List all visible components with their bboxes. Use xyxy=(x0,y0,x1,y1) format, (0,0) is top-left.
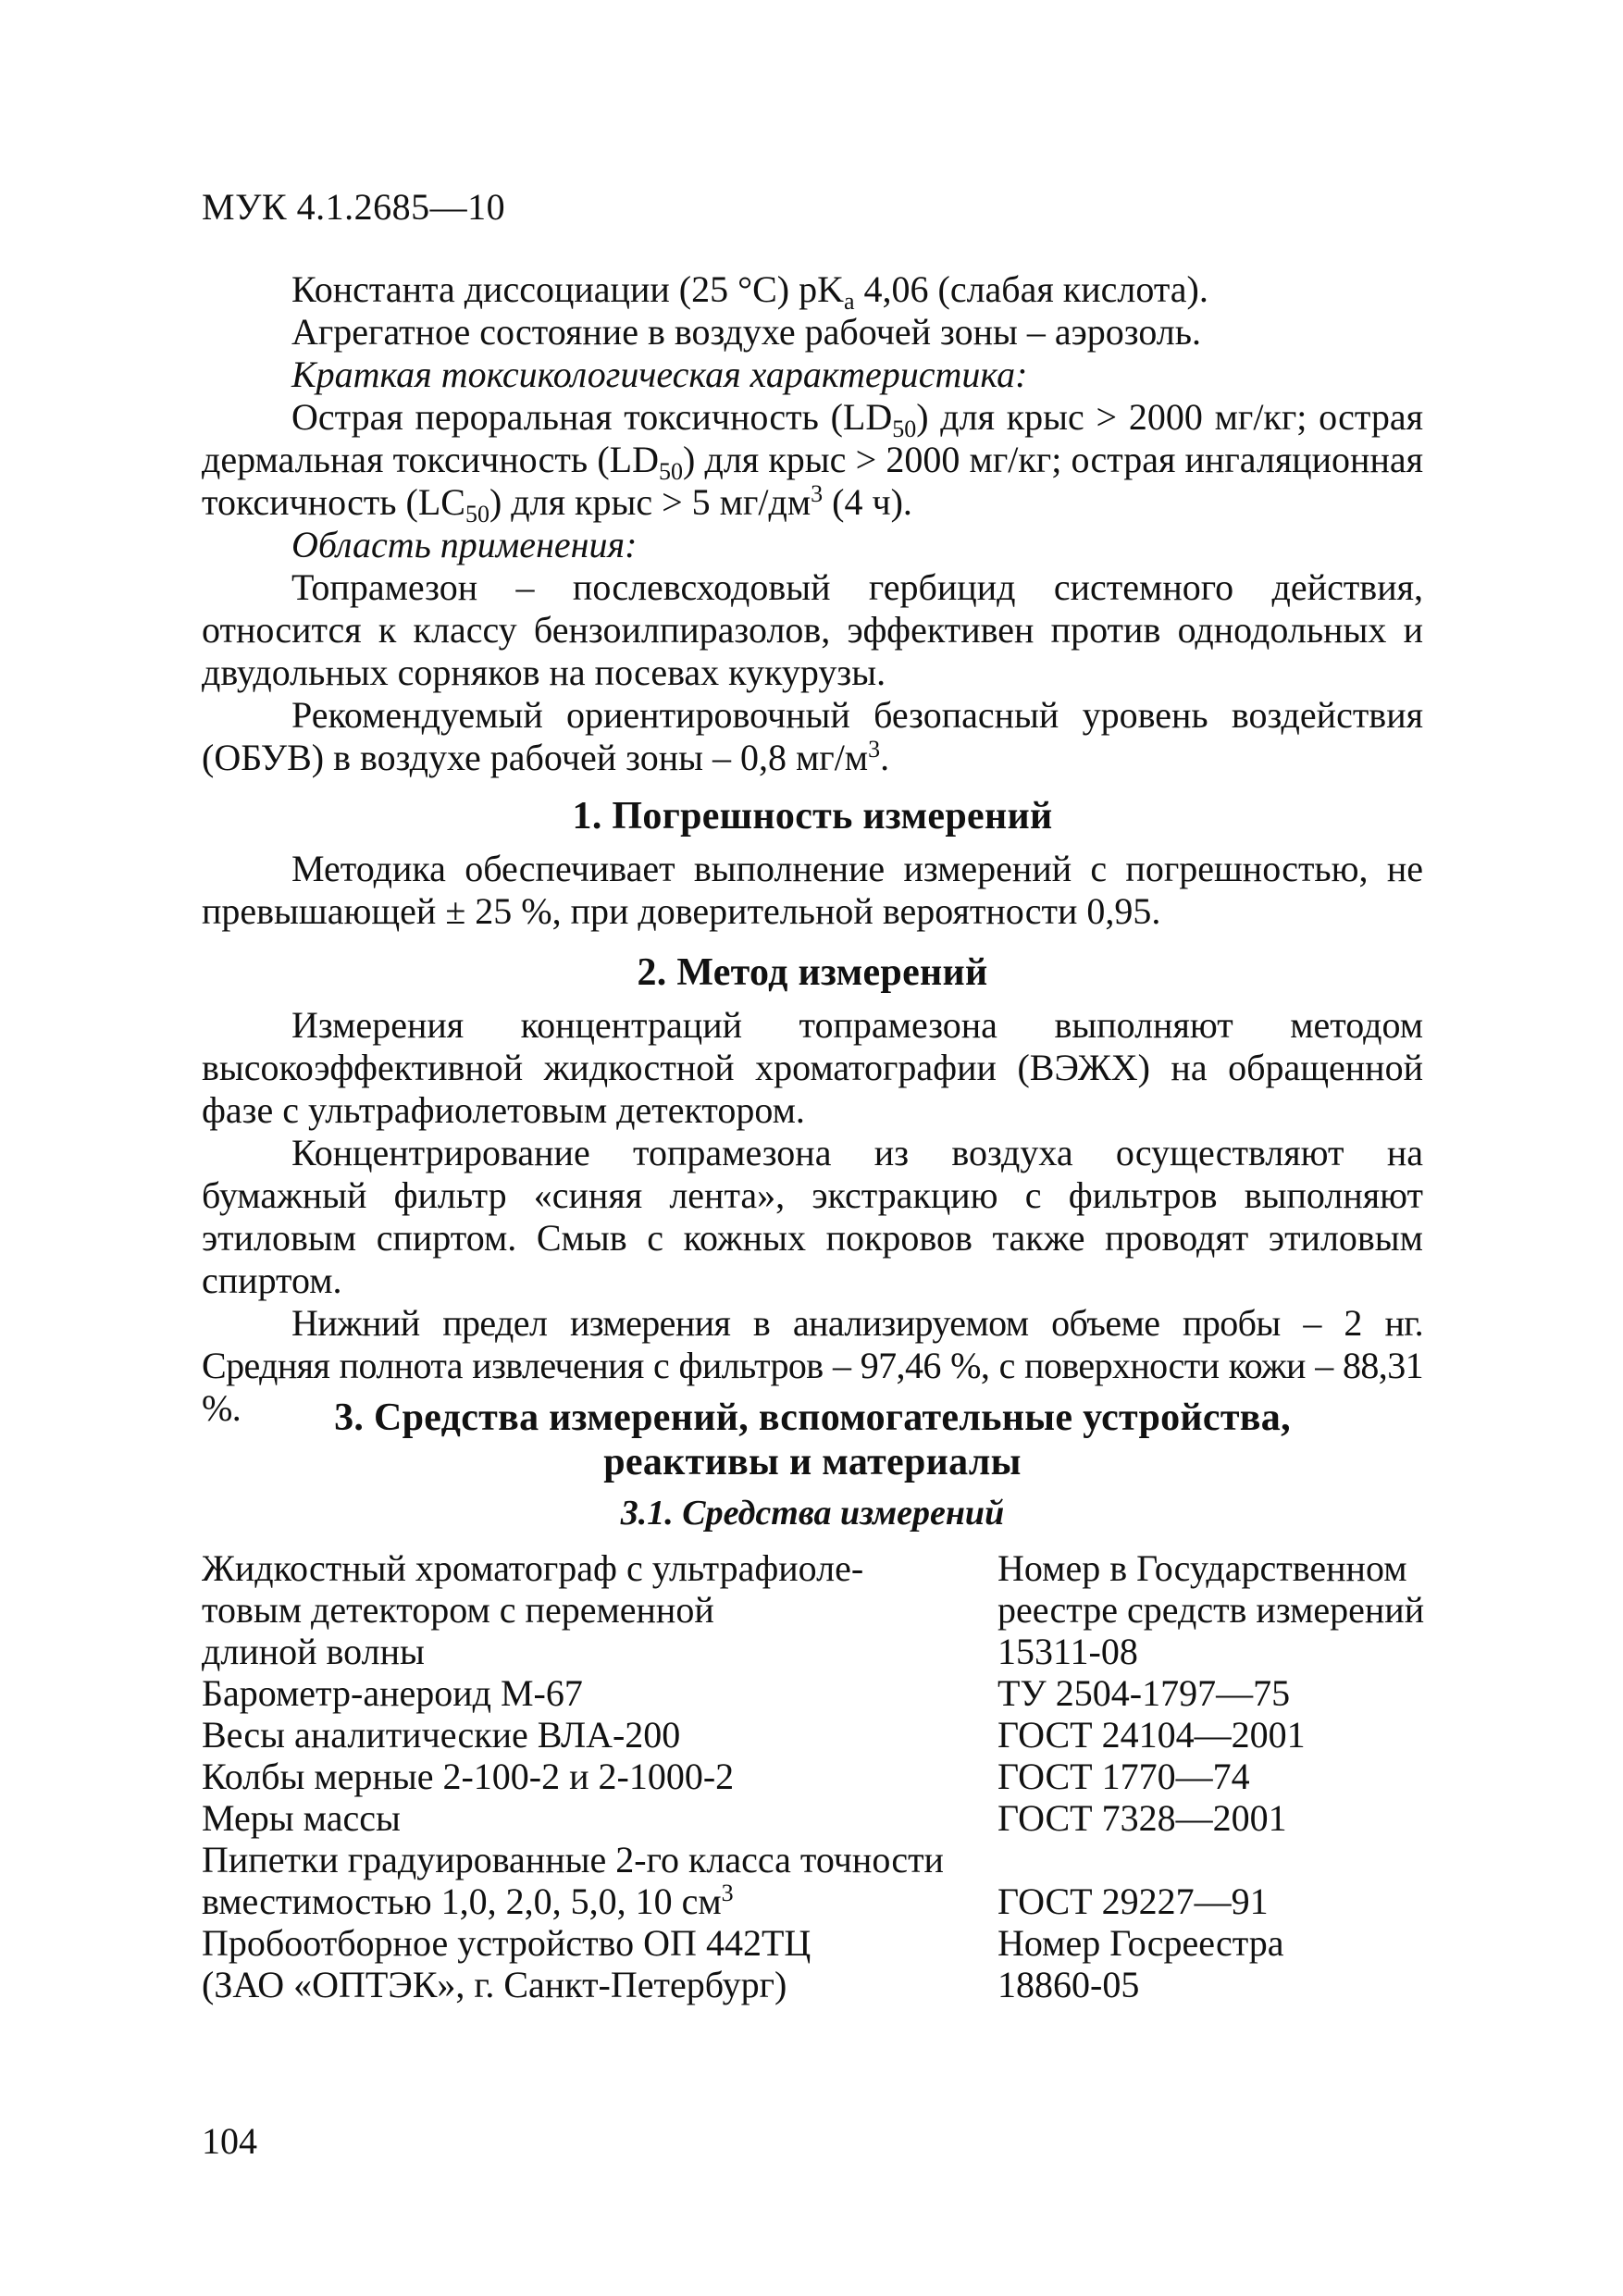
table-row xyxy=(202,1672,1460,1714)
instrument-standard-cell: ГОСТ 24104—2001 xyxy=(997,1714,1306,1756)
tox-heading: Краткая токсикологическая характеристика: xyxy=(291,354,1028,395)
section-2-p3: Нижний предел измерения в анализируемом объеме пробы – 2 нг. Средняя полнота извлечения с фильтров – 97,46 %, с поверхности кожи – 88,31 %. xyxy=(202,1302,1423,1429)
table-row xyxy=(202,1797,1460,1839)
instrument-name-cell xyxy=(202,1797,997,1839)
instrument-name: Жидкостный хроматограф с ультрафиоле- xyxy=(202,1547,864,1589)
instrument-standard-cell: Номер Госреестра xyxy=(997,1922,1284,1964)
instrument-name-cell xyxy=(202,1756,997,1797)
table-row xyxy=(202,1756,1460,1797)
instruments-table xyxy=(202,1547,1460,2005)
obuv-superscript: 3 xyxy=(868,736,881,763)
tox-text-5: (4 ч). xyxy=(823,481,912,523)
instrument-name: товым детектором с переменной xyxy=(202,1589,714,1631)
instrument-standard-cell: реестре средств измерений xyxy=(997,1589,1425,1631)
scope-paragraph: Топрамезон – послевсходовый гербицид системного действия, относится к классу бензоилпиразолов, эффективен против однодольных и двудольных сорняков на посевах кукурузы. xyxy=(202,566,1423,693)
instrument-name-cell xyxy=(202,1964,997,2005)
instrument-name-cell xyxy=(202,1922,997,1964)
instrument-name: Весы аналитические ВЛА-200 xyxy=(202,1714,681,1756)
instrument-name: Меры массы xyxy=(202,1797,401,1839)
instrument-name-cell xyxy=(202,1880,997,1922)
table-row xyxy=(202,1547,1460,1589)
instrument-name: Барометр-анероид М-67 xyxy=(202,1672,583,1714)
page-number: 104 xyxy=(202,2120,257,2162)
instrument-standard-cell: ГОСТ 1770—74 xyxy=(997,1756,1250,1797)
tox-text-1: Острая пероральная токсичность (LD xyxy=(291,396,893,438)
dissociation-value: 4,06 (слабая кислота). xyxy=(854,268,1208,310)
pka-subscript: a xyxy=(843,288,855,315)
instrument-name: (ЗАО «ОПТЭК», г. Санкт-Петербург) xyxy=(202,1964,787,2005)
section-1 xyxy=(202,794,1423,933)
obuv-text: Рекомендуемый ориентировочный безопасный уровень воздействия (ОБУВ) в воздухе рабочей зоны – 0,8 мг/м xyxy=(202,694,1423,778)
tox-subscript-3: 50 xyxy=(465,501,489,527)
instrument-name: Колбы мерные 2-100-2 и 2-1000-2 xyxy=(202,1756,735,1797)
instrument-name: Пипетки градуированные 2-го класса точности xyxy=(202,1839,944,1880)
instrument-name-cell xyxy=(202,1839,997,1880)
instrument-name: вместимостью 1,0, 2,0, 5,0, 10 см xyxy=(202,1880,722,1922)
table-row xyxy=(202,1714,1460,1756)
section-2-p1: Измерения концентраций топрамезона выполняют методом высокоэффективной жидкостной хроматографии (ВЭЖХ) на обращенной фазе с ультрафиолетовым детектором. xyxy=(202,1004,1423,1131)
instrument-standard-cell: ТУ 2504-1797—75 xyxy=(997,1672,1291,1714)
instrument-name-cell xyxy=(202,1547,997,1589)
instruments-table-wrap xyxy=(202,1547,1460,2005)
obuv-paragraph xyxy=(202,694,1423,779)
instrument-standard-cell xyxy=(997,1839,1460,1880)
table-row xyxy=(202,1964,1460,2005)
instrument-name-cell xyxy=(202,1714,997,1756)
table-row xyxy=(202,1922,1460,1964)
aggregate-paragraph: Агрегатное состояние в воздухе рабочей зоны – аэрозоль. xyxy=(291,311,1202,353)
intro-block xyxy=(202,268,1423,779)
section-3-title-line-1: 3. Средства измерений, вспомогательные устройства, xyxy=(334,1396,1291,1439)
dissociation-paragraph xyxy=(202,268,1423,315)
tox-text-2: ) для крыс > 2000 мг/кг; острая дермальная токсичность (LD xyxy=(202,396,1423,480)
table-row xyxy=(202,1839,1460,1880)
instrument-name: Пробоотборное устройство ОП 442ТЦ xyxy=(202,1922,812,1964)
table-row xyxy=(202,1631,1460,1672)
dissociation-text: Константа диссоциации (25 °С) pK xyxy=(291,268,844,310)
section-3-subtitle: 3.1. Средства измерений xyxy=(620,1494,1005,1533)
section-3-title-line-2: реактивы и материалы xyxy=(603,1441,1022,1483)
table-row xyxy=(202,1589,1460,1631)
section-1-text: Методика обеспечивает выполнение измерений с погрешностью, не превышающей ± 25 %, при доверительной вероятности 0,95. xyxy=(202,848,1423,932)
tox-text-4: ) для крыс > 5 мг/дм xyxy=(489,481,812,523)
instrument-name-cell xyxy=(202,1589,997,1631)
instrument-name-cell xyxy=(202,1672,997,1714)
tox-paragraph xyxy=(202,396,1424,527)
tox-subscript-1: 50 xyxy=(892,416,917,442)
unit-superscript: 3 xyxy=(721,1880,734,1906)
scope-heading: Область применения: xyxy=(291,524,638,565)
instrument-standard-cell: 15311-08 xyxy=(997,1631,1138,1672)
instrument-name: длиной волны xyxy=(202,1631,425,1672)
section-2-p2: Концентрирование топрамезона из воздуха осуществляют на бумажный фильтр «синяя лента», экстракцию с фильтров выполняют этиловым спиртом. Смыв с кожных покровов также проводят этиловым спиртом. xyxy=(202,1132,1423,1301)
document-header: МУК 4.1.2685—10 xyxy=(202,186,506,228)
obuv-end: . xyxy=(880,737,890,778)
instrument-standard-cell: ГОСТ 29227—91 xyxy=(997,1880,1269,1922)
section-3 xyxy=(202,1396,1423,1534)
table-row xyxy=(202,1880,1460,1922)
section-1-title: 1. Погрешность измерений xyxy=(572,795,1053,838)
tox-subscript-2: 50 xyxy=(658,458,683,485)
tox-text-3: ) для крыс > 2000 мг/кг; острая ингаляционная токсичность (LC xyxy=(202,439,1424,523)
instrument-name-cell xyxy=(202,1631,997,1672)
section-2 xyxy=(202,950,1423,1430)
section-2-title: 2. Метод измерений xyxy=(637,951,988,994)
instrument-standard-cell: Номер в Государственном xyxy=(997,1547,1407,1589)
instrument-standard-cell: 18860-05 xyxy=(997,1964,1140,2005)
tox-superscript: 3 xyxy=(811,480,824,507)
instrument-standard-cell: ГОСТ 7328—2001 xyxy=(997,1797,1287,1839)
